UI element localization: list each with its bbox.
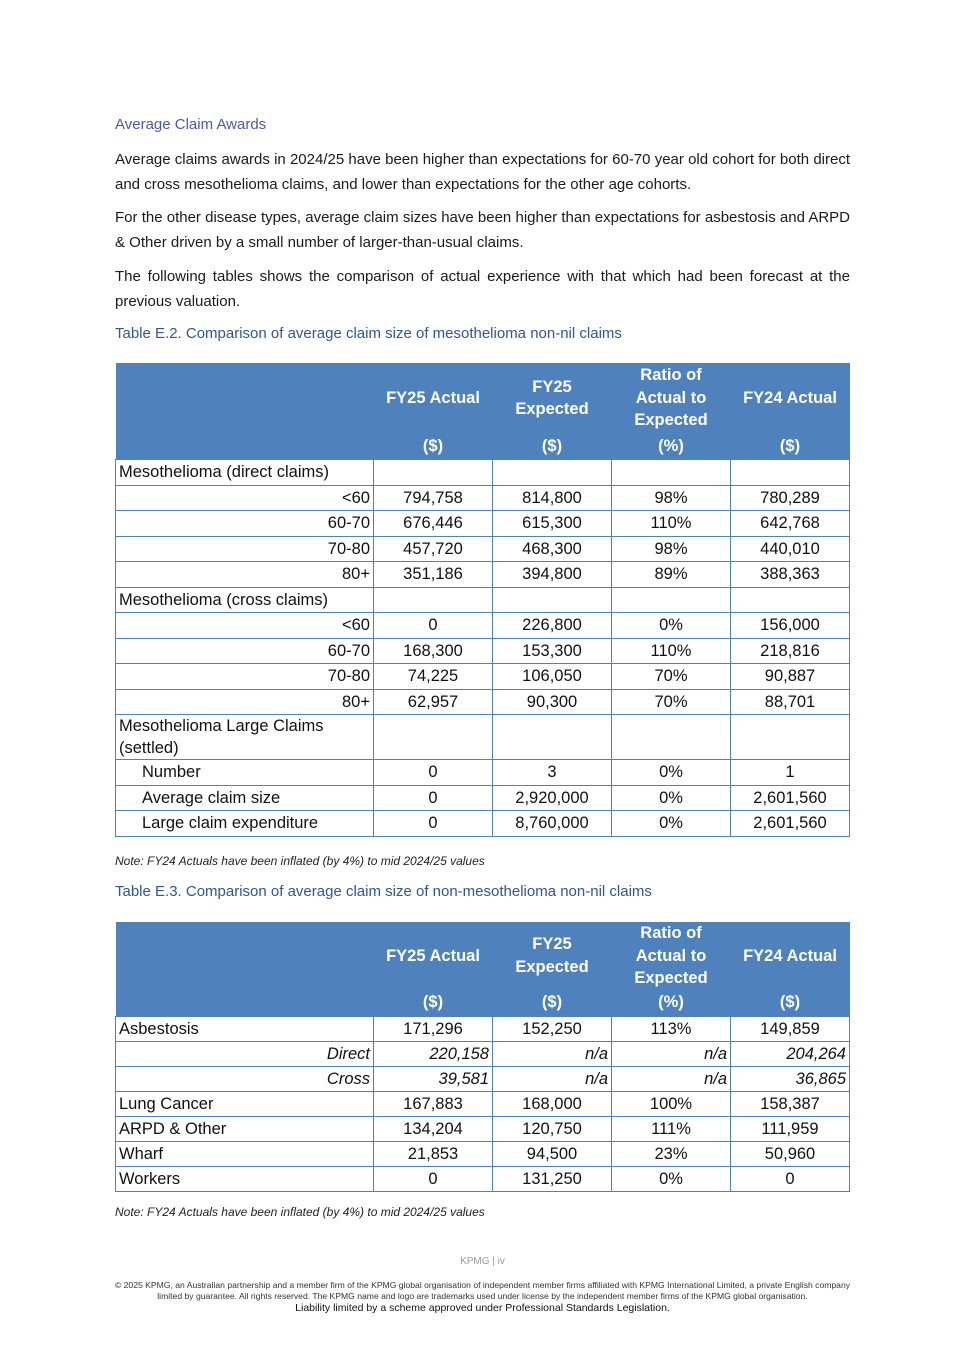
cell: 2,601,560 [731, 785, 850, 811]
cell: 2,920,000 [493, 785, 612, 811]
cell: n/a [612, 1066, 731, 1091]
unit-fy25-expected: ($) [493, 990, 612, 1017]
unit-ratio: (%) [612, 990, 731, 1017]
table-row [116, 1141, 850, 1166]
cell: 794,758 [374, 485, 493, 511]
row-label: ARPD & Other [116, 1116, 374, 1141]
cell: 110% [612, 638, 731, 664]
row-label: Large claim expenditure [116, 811, 374, 837]
table-header-row [116, 922, 850, 990]
cell: 100% [612, 1091, 731, 1116]
header-ratio: Ratio of Actual to Expected [612, 363, 731, 433]
cell: 615,300 [493, 511, 612, 537]
unit-fy25-actual: ($) [374, 990, 493, 1017]
cell: 0% [612, 1166, 731, 1191]
cell: 90,887 [731, 664, 850, 690]
paragraph-2: For the other disease types, average claim sizes have been higher than expectations for asbestosis and ARPD & Other driven by a small number of larger-than-usual claims. [115, 209, 850, 251]
group-label: Mesothelioma (direct claims) [116, 460, 374, 486]
cell: 220,158 [374, 1041, 493, 1066]
cell: 90,300 [493, 689, 612, 715]
cell: 218,816 [731, 638, 850, 664]
row-label: 70-80 [116, 536, 374, 562]
cell: 131,250 [493, 1166, 612, 1191]
footer-liability: Liability limited by a scheme approved under Professional Standards Legislation. [295, 1302, 670, 1314]
cell: 168,300 [374, 638, 493, 664]
table-row [116, 664, 850, 690]
cell: 0% [612, 785, 731, 811]
cell: 0 [374, 613, 493, 639]
table-row [116, 1116, 850, 1141]
row-label: 60-70 [116, 638, 374, 664]
cell: 153,300 [493, 638, 612, 664]
cell: 642,768 [731, 511, 850, 537]
row-label: Wharf [116, 1141, 374, 1166]
cell: 39,581 [374, 1066, 493, 1091]
table-row [116, 811, 850, 837]
cell: 110% [612, 511, 731, 537]
cell: 50,960 [731, 1141, 850, 1166]
group-row [116, 460, 850, 486]
cell: n/a [493, 1066, 612, 1091]
table-unit-row [116, 990, 850, 1017]
cell: 70% [612, 664, 731, 690]
group-row [116, 587, 850, 613]
cell: 676,446 [374, 511, 493, 537]
cell: 0% [612, 613, 731, 639]
table-row-sub [116, 1066, 850, 1091]
section-heading: Average Claim Awards [115, 116, 267, 133]
header-fy24-actual: FY24 Actual [731, 363, 850, 433]
cell: 0 [374, 760, 493, 786]
row-label: <60 [116, 613, 374, 639]
cell: 120,750 [493, 1116, 612, 1141]
cell: 70% [612, 689, 731, 715]
paragraph-3: The following tables shows the comparison of actual experience with that which had been forecast at the previous valuation. [115, 268, 850, 310]
cell: 0 [374, 785, 493, 811]
header-ratio: Ratio of Actual to Expected [612, 922, 731, 990]
table-row [116, 613, 850, 639]
cell: 23% [612, 1141, 731, 1166]
cell: n/a [493, 1041, 612, 1066]
table-e2 [115, 363, 850, 837]
cell: 74,225 [374, 664, 493, 690]
header-fy25-actual: FY25 Actual [374, 363, 493, 433]
header-fy24-actual: FY24 Actual [731, 922, 850, 990]
cell: 98% [612, 485, 731, 511]
footer-page-label: KPMG | iv [460, 1256, 505, 1267]
unit-fy24-actual: ($) [731, 990, 850, 1017]
cell: 394,800 [493, 562, 612, 588]
row-label: 70-80 [116, 664, 374, 690]
cell: 134,204 [374, 1116, 493, 1141]
cell: n/a [612, 1041, 731, 1066]
table-unit-row [116, 433, 850, 460]
table-row-sub [116, 1041, 850, 1066]
table-e2-caption: Table E.2. Comparison of average claim size of mesothelioma non-nil claims [115, 325, 622, 342]
cell: 226,800 [493, 613, 612, 639]
table-row [116, 511, 850, 537]
row-label: Direct [116, 1041, 374, 1066]
unit-blank [116, 433, 374, 460]
header-fy25-actual: FY25 Actual [374, 922, 493, 990]
table-row [116, 1091, 850, 1116]
table-e3-caption: Table E.3. Comparison of average claim size of non-mesothelioma non-nil claims [115, 883, 652, 900]
cell: 89% [612, 562, 731, 588]
group-label: Mesothelioma (cross claims) [116, 587, 374, 613]
unit-blank [116, 990, 374, 1017]
row-label: Number [116, 760, 374, 786]
unit-fy25-actual: ($) [374, 433, 493, 460]
cell: 814,800 [493, 485, 612, 511]
row-label: 80+ [116, 689, 374, 715]
table-row [116, 562, 850, 588]
header-blank [116, 363, 374, 433]
footer-copyright: © 2025 KPMG, an Australian partnership and a member firm of the KPMG global organisation of independent member firms affiliated with KPMG International Limited, a private English company limited by guarantee. All rights reserved. The KPMG name and logo are trademarks used under license by the independent member firms of the KPMG global organisation. [114, 1280, 851, 1301]
cell: 780,289 [731, 485, 850, 511]
cell: 21,853 [374, 1141, 493, 1166]
cell: 204,264 [731, 1041, 850, 1066]
cell: 351,186 [374, 562, 493, 588]
cell: 94,500 [493, 1141, 612, 1166]
row-label: Lung Cancer [116, 1091, 374, 1116]
cell: 0 [731, 1166, 850, 1191]
row-label: 60-70 [116, 511, 374, 537]
cell: 1 [731, 760, 850, 786]
group-row [116, 715, 850, 760]
table-e2-note: Note: FY24 Actuals have been inflated (by 4%) to mid 2024/25 values [115, 854, 485, 868]
table-row [116, 536, 850, 562]
row-label: Average claim size [116, 785, 374, 811]
cell: 8,760,000 [493, 811, 612, 837]
row-label: Workers [116, 1166, 374, 1191]
cell: 88,701 [731, 689, 850, 715]
cell: 457,720 [374, 536, 493, 562]
cell: 152,250 [493, 1016, 612, 1041]
cell: 3 [493, 760, 612, 786]
cell: 168,000 [493, 1091, 612, 1116]
cell: 0 [374, 811, 493, 837]
header-fy25-expected: FY25 Expected [493, 922, 612, 990]
cell: 98% [612, 536, 731, 562]
row-label: <60 [116, 485, 374, 511]
cell: 149,859 [731, 1016, 850, 1041]
cell: 111% [612, 1116, 731, 1141]
cell: 0% [612, 760, 731, 786]
table-row [116, 638, 850, 664]
cell: 171,296 [374, 1016, 493, 1041]
paragraph-1: Average claims awards in 2024/25 have been higher than expectations for 60-70 year old cohort for both direct and cross mesothelioma claims, and lower than expectations for the other age cohorts. [115, 151, 850, 193]
cell: 158,387 [731, 1091, 850, 1116]
header-blank [116, 922, 374, 990]
unit-fy25-expected: ($) [493, 433, 612, 460]
table-e3-note: Note: FY24 Actuals have been inflated (by 4%) to mid 2024/25 values [115, 1205, 485, 1219]
cell: 388,363 [731, 562, 850, 588]
cell: 167,883 [374, 1091, 493, 1116]
table-row [116, 760, 850, 786]
table-header-row [116, 363, 850, 433]
row-label: Asbestosis [116, 1016, 374, 1041]
cell: 36,865 [731, 1066, 850, 1091]
row-label: Cross [116, 1066, 374, 1091]
cell: 106,050 [493, 664, 612, 690]
cell: 111,959 [731, 1116, 850, 1141]
cell: 0% [612, 811, 731, 837]
row-label: 80+ [116, 562, 374, 588]
cell: 468,300 [493, 536, 612, 562]
table-row [116, 485, 850, 511]
group-label: Mesothelioma Large Claims (settled) [116, 715, 374, 760]
table-row [116, 1016, 850, 1041]
cell: 113% [612, 1016, 731, 1041]
unit-ratio: (%) [612, 433, 731, 460]
table-e3 [115, 922, 850, 1192]
cell: 156,000 [731, 613, 850, 639]
cell: 62,957 [374, 689, 493, 715]
cell: 440,010 [731, 536, 850, 562]
table-row [116, 689, 850, 715]
unit-fy24-actual: ($) [731, 433, 850, 460]
table-row [116, 785, 850, 811]
cell: 0 [374, 1166, 493, 1191]
header-fy25-expected: FY25 Expected [493, 363, 612, 433]
cell: 2,601,560 [731, 811, 850, 837]
table-row [116, 1166, 850, 1191]
